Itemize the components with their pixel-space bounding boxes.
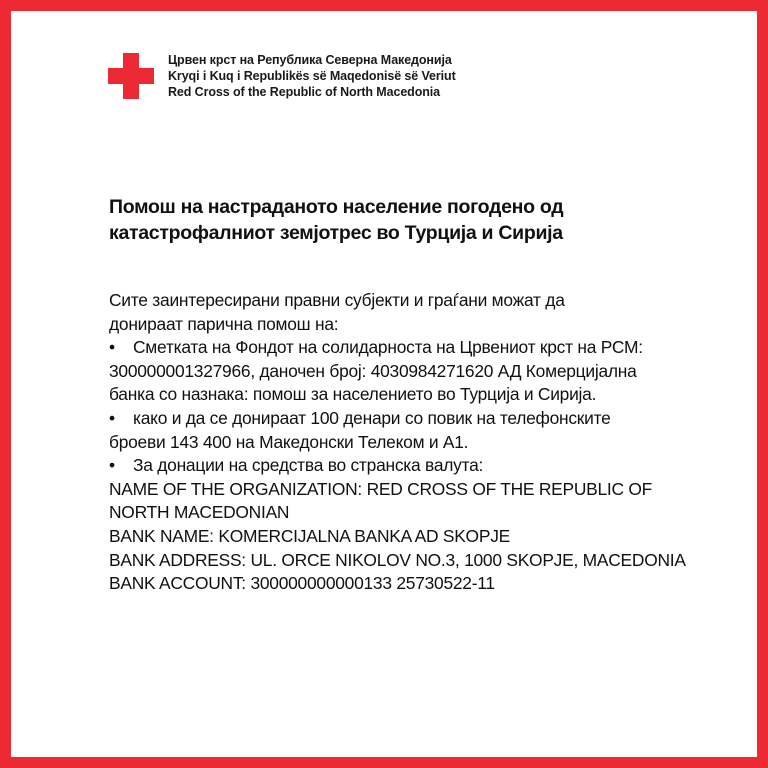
account-details: банка со назнака: помош за населението во Турција и Сирија. xyxy=(109,384,597,405)
bank-name: BANK NAME: KOMERCIJALNA BANKA AD SKOPJE xyxy=(109,525,510,546)
donation-info xyxy=(109,289,719,596)
bullet-text: како и да се донираат 100 денари со повик на телефонските xyxy=(133,407,611,428)
account-details: 300000001327966, даночен број: 4030984271620 АД Комерцијална xyxy=(109,360,637,381)
intro-text: Сите заинтересирани правни субјекти и граѓани можат да xyxy=(109,290,565,310)
list-item xyxy=(109,407,719,431)
title-line: катастрофалниот земјотрес во Турција и Сирија xyxy=(109,222,563,244)
phone-details: броеви 143 400 на Македонски Телеком и А1. xyxy=(109,431,469,452)
page-title xyxy=(109,194,669,246)
organization-header xyxy=(108,52,456,100)
list-item xyxy=(109,454,719,478)
bullet-text: За донации на средства во странска валута: xyxy=(133,455,484,476)
bullet-icon: • xyxy=(109,407,115,428)
title-line: Помош на настраданото население погодено од xyxy=(109,196,564,218)
bank-address: BANK ADDRESS: UL. ORCE NIKOLOV NO.3, 1000 SKOPJE, MACEDONIA xyxy=(109,549,686,570)
list-item xyxy=(109,336,719,360)
bullet-icon: • xyxy=(109,455,115,476)
organization-names xyxy=(168,52,456,100)
org-name-english: Red Cross of the Republic of North Macedonia xyxy=(168,85,441,99)
bullet-text: Сметката на Фондот на солидарноста на Црвениот крст на РСМ: xyxy=(133,337,643,358)
organization-name-line: NORTH MACEDONIAN xyxy=(109,502,290,523)
bank-account: BANK ACCOUNT: 300000000000133 25730522-11 xyxy=(109,573,495,594)
org-name-macedonian: Црвен крст на Република Северна Македонија xyxy=(168,53,452,67)
organization-name-line: NAME OF THE ORGANIZATION: RED CROSS OF THE REPUBLIC OF xyxy=(109,478,653,499)
intro-text: донираат парична помош на: xyxy=(109,313,339,334)
bullet-icon: • xyxy=(109,337,115,358)
red-cross-icon xyxy=(108,53,154,99)
org-name-albanian: Kryqi i Kuq i Republikës së Maqedonisë së Veriut xyxy=(168,69,456,83)
